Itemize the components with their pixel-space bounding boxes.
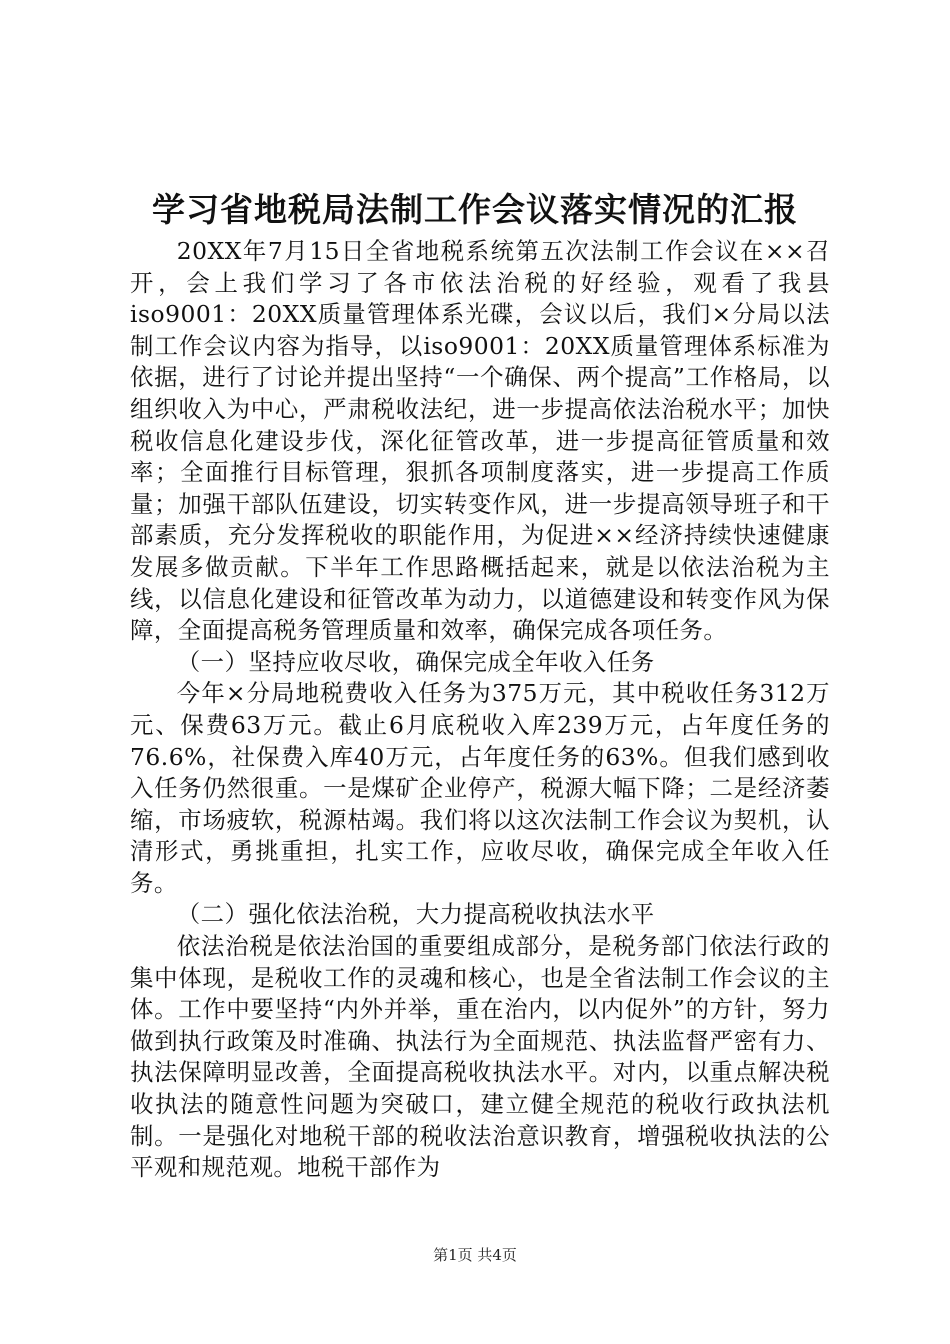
paragraph-revenue: 今年×分局地税费收入任务为375万元，其中税收任务312万元、保费63万元。截止6月底税收入库239万元，占年度任务的76.6%，社保费入库40万元，占年度任务的63%。但我们感到收入任务仍然很重。一是煤矿企业停产，税源大幅下降；二是经济萎缩，市场疲软，税源枯竭。我们将以这次法制工作会议为契机，认清形式，勇挑重担，扎实工作，应收尽收，确保完成全年收入任务。: [130, 679, 830, 897]
page-footer: 第1页 共4页: [433, 1246, 517, 1264]
page-title: 学习省地税局法制工作会议落实情况的汇报: [152, 190, 798, 229]
section-heading-2: （二）强化依法治税，大力提高税收执法水平: [176, 900, 655, 929]
paragraph-rule-of-law: 依法治税是依法治国的重要组成部分，是税务部门依法行政的集中体现，是税收工作的灵魂和核心，也是全省法制工作会议的主体。工作中要坚持“内外并举，重在治内，以内促外”的方针，努力做到执行政策及时准确、执法行为全面规范、执法监督严密有力、执法保障明显改善，全面提高税收执法水平。对内，以重点解决税收执法的随意性问题为突破口，建立健全规范的税收行政执法机制。一是强化对地税干部的税收法治意识教育，增强税收执法的公平观和规范观。地税干部作为: [130, 932, 830, 1182]
document-body: [130, 236, 830, 1184]
section-heading-1: （一）坚持应收尽收，确保完成全年收入任务: [176, 647, 655, 676]
paragraph-intro: 20XX年7月15日全省地税系统第五次法制工作会议在××召开，会上我们学习了各市依法治税的好经验，观看了我县iso9001：20XX质量管理体系光碟，会议以后，我们×分局以法制工作会议内容为指导，以iso9001：20XX质量管理体系标准为依据，进行了讨论并提出坚持“一个确保、两个提高”工作格局，以组织收入为中心，严肃税收法纪，进一步提高依法治税水平；加快税收信息化建设步伐，深化征管改革，进一步提高征管质量和效率；全面推行目标管理，狠抓各项制度落实，进一步提高工作质量；加强干部队伍建设，切实转变作风，进一步提高领导班子和干部素质，充分发挥税收的职能作用，为促进××经济持续快速健康发展多做贡献。下半年工作思路概括起来，就是以依法治税为主线，以信息化建设和征管改革为动力，以道德建设和转变作风为保障，全面提高税务管理质量和效率，确保完成各项任务。: [130, 237, 830, 645]
